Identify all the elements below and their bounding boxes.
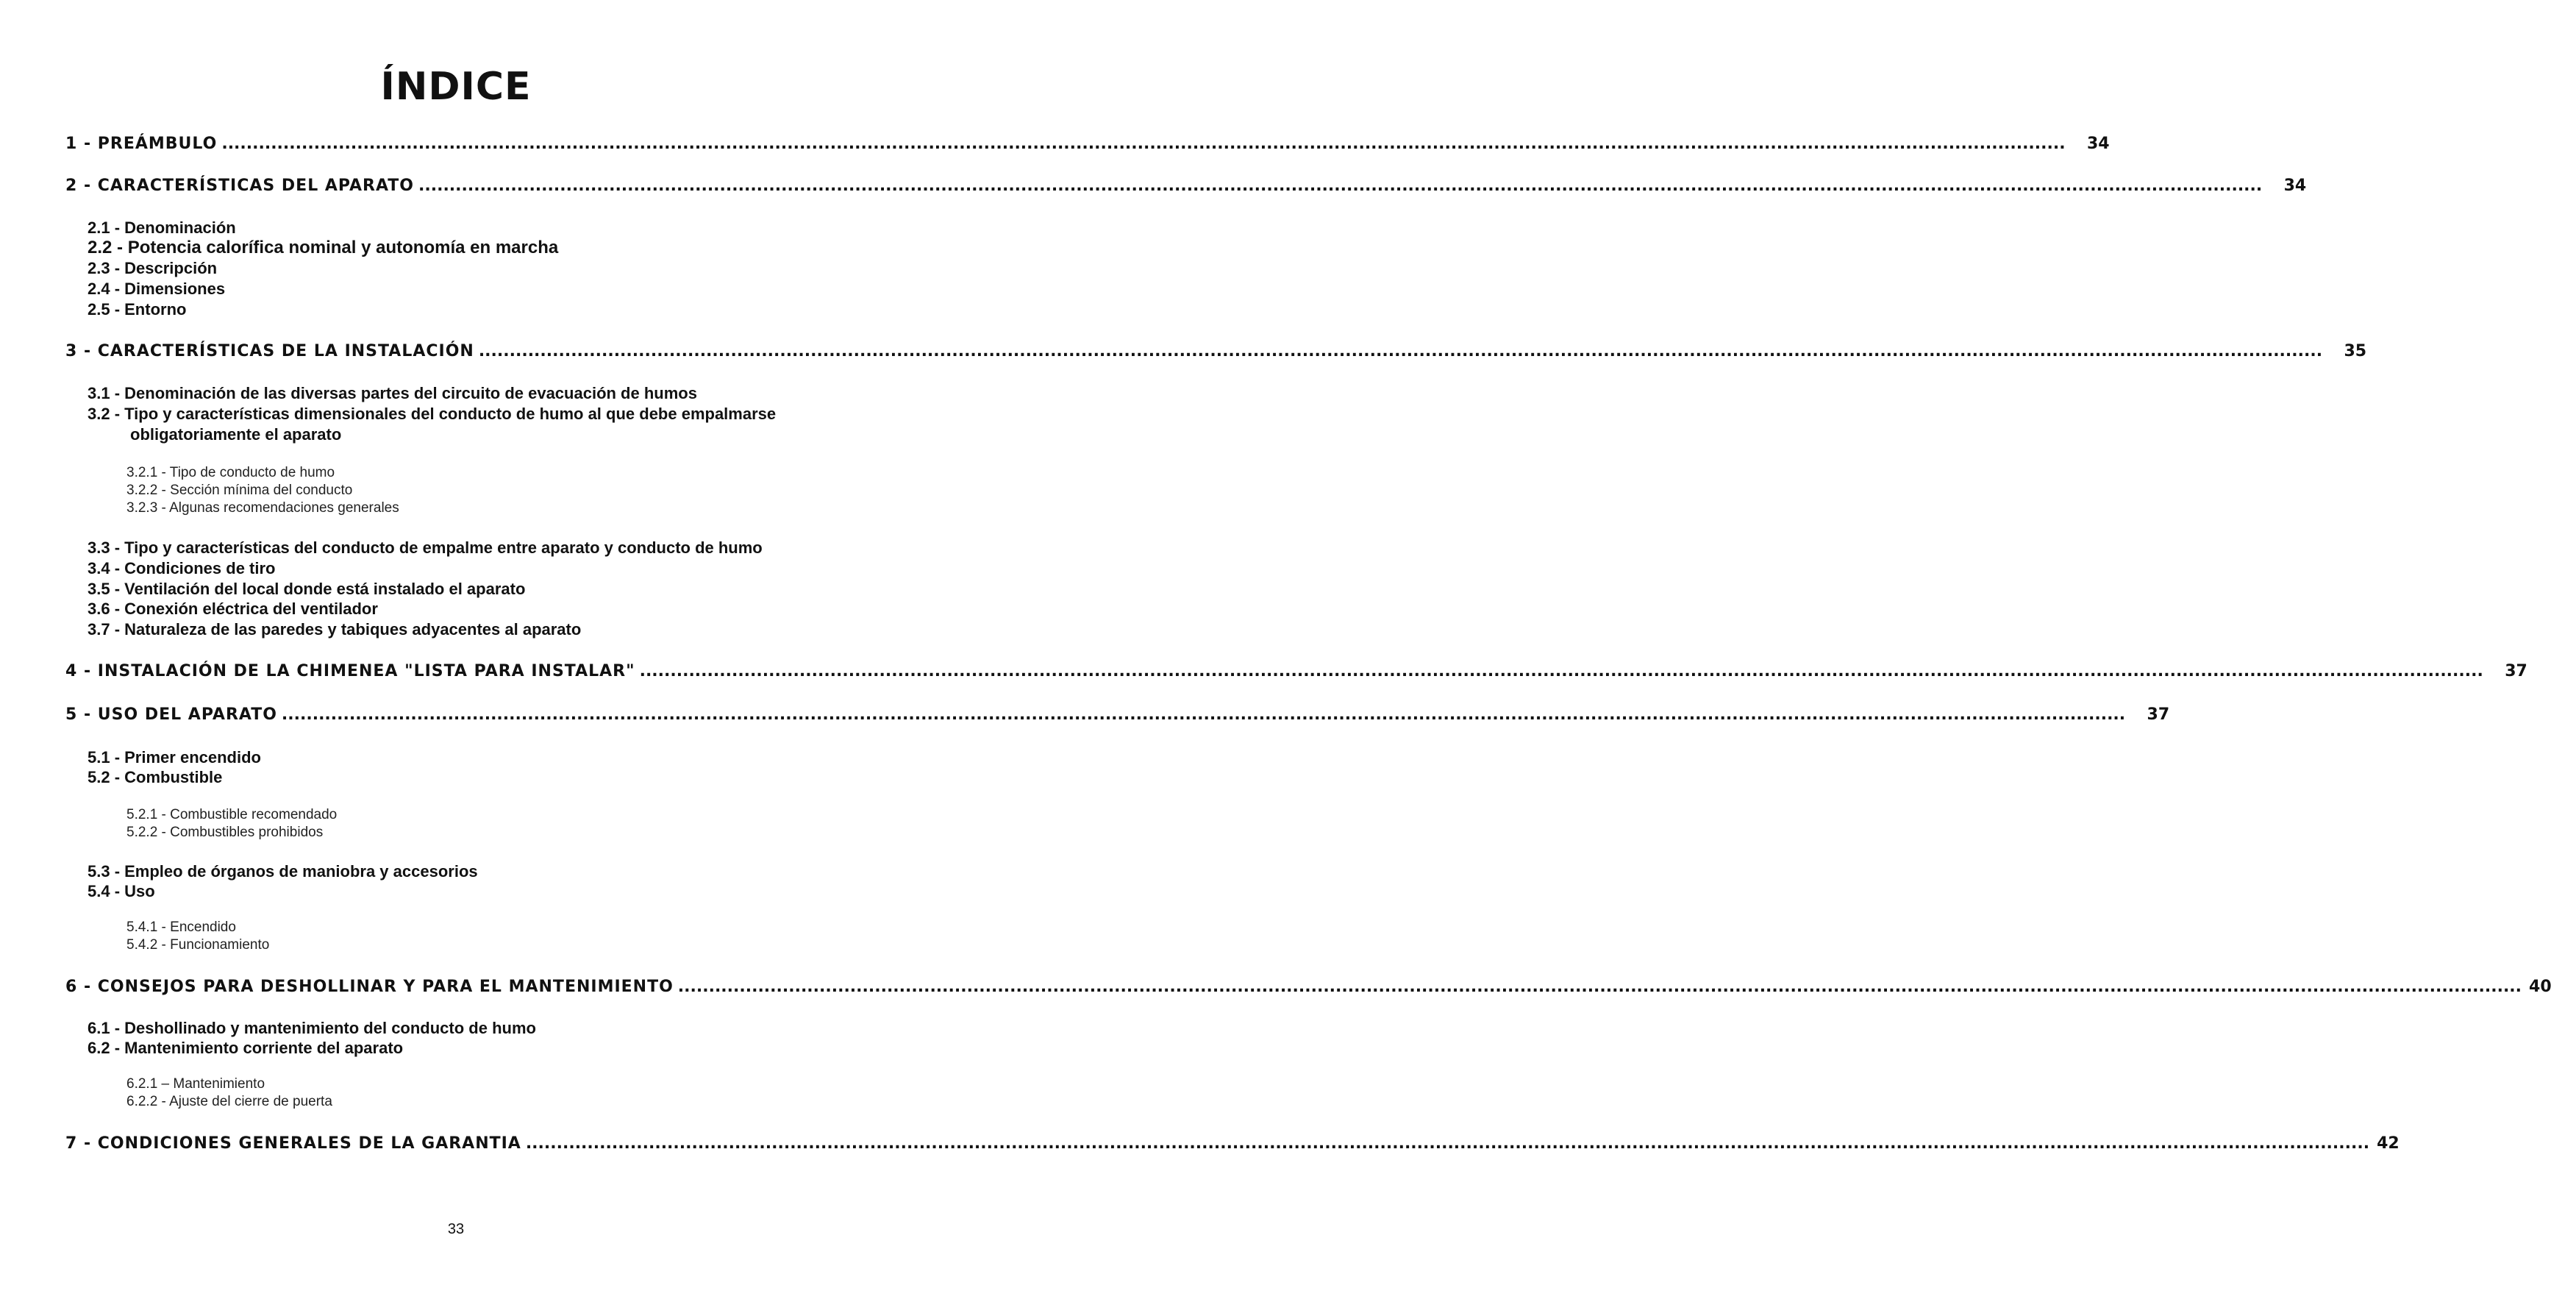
toc-item-5-4-1[interactable]: 5.4.1 - Encendido xyxy=(126,920,236,935)
toc-subsection-5-4[interactable]: 5.4 - Uso xyxy=(88,882,155,900)
toc-item-5-2-1[interactable]: 5.2.1 - Combustible recomendado xyxy=(126,807,338,822)
toc-subsection-3-7[interactable]: 3.7 - Naturaleza de las paredes y tabiques adyacentes al aparato xyxy=(88,620,582,639)
toc-subsection-3-5[interactable]: 3.5 - Ventilación del local donde está instalado el aparato xyxy=(88,580,526,598)
toc-page-number: 35 xyxy=(2344,342,2367,360)
toc-section-7[interactable] xyxy=(65,1134,2400,1153)
toc-section-5[interactable] xyxy=(65,705,2170,724)
continuation-text: obligatoriamente el aparato xyxy=(130,425,342,444)
dot-leader: ............................................................................................................................................................................................................................................................................................................ xyxy=(525,1134,2370,1153)
toc-subsection-3-2-continuation xyxy=(88,425,341,444)
toc-subsection-5-2[interactable]: 5.2 - Combustible xyxy=(88,768,223,786)
toc-section-label: 4 - INSTALACIÓN DE LA CHIMENEA "LISTA PARA INSTALAR" xyxy=(65,662,635,680)
toc-subsection-6-2[interactable]: 6.2 - Mantenimiento corriente del aparato xyxy=(88,1039,404,1057)
toc-section-label: 2 - CARACTERÍSTICAS DEL APARATO xyxy=(65,177,415,195)
dot-leader: ............................................................................................................................................................................................................................................................................................................ xyxy=(639,662,2483,680)
toc-section-label: 3 - CARACTERÍSTICAS DE LA INSTALACIÓN xyxy=(65,342,474,360)
toc-subsection-2-5[interactable]: 2.5 - Entorno xyxy=(88,300,187,319)
dot-leader: ............................................................................................................................................................................................................................................................................................................ xyxy=(221,135,2066,153)
toc-section-4[interactable] xyxy=(65,662,2527,680)
toc-subsection-3-1[interactable]: 3.1 - Denominación de las diversas partes del circuito de evacuación de humos xyxy=(88,384,697,402)
toc-subsection-5-3[interactable]: 5.3 - Empleo de órganos de maniobra y accesorios xyxy=(88,862,478,881)
toc-section-1[interactable] xyxy=(65,135,2110,153)
toc-page-number: 34 xyxy=(2283,177,2307,195)
toc-item-5-4-2[interactable]: 5.4.2 - Funcionamiento xyxy=(126,937,270,953)
toc-section-label: 6 - CONSEJOS PARA DESHOLLINAR Y PARA EL MANTENIMIENTO xyxy=(65,978,674,996)
toc-item-6-2-1[interactable]: 6.2.1 – Mantenimiento xyxy=(126,1076,265,1092)
toc-subsection-3-6[interactable]: 3.6 - Conexión eléctrica del ventilador xyxy=(88,600,378,618)
toc-item-3-2-1[interactable]: 3.2.1 - Tipo de conducto de humo xyxy=(126,465,335,480)
toc-section-label: 1 - PREÁMBULO xyxy=(65,135,218,153)
toc-item-3-2-2[interactable]: 3.2.2 - Sección mínima del conducto xyxy=(126,483,353,498)
toc-page-number: 40 xyxy=(2529,978,2552,996)
dot-leader: ............................................................................................................................................................................................................................................................................................................ xyxy=(281,705,2126,724)
toc-section-label: 7 - CONDICIONES GENERALES DE LA GARANTIA xyxy=(65,1134,521,1153)
toc-subsection-3-2[interactable]: 3.2 - Tipo y características dimensionales del conducto de humo al que debe empalmarse xyxy=(88,405,777,423)
toc-subsection-2-4[interactable]: 2.4 - Dimensiones xyxy=(88,280,226,298)
toc-subsection-2-3[interactable]: 2.3 - Descripción xyxy=(88,259,218,277)
toc-subsection-3-3[interactable]: 3.3 - Tipo y características del conducto de empalme entre aparato y conducto de humo xyxy=(88,538,763,557)
dot-leader: ............................................................................................................................................................................................................................................................................................................ xyxy=(418,177,2263,195)
toc-subsection-5-1[interactable]: 5.1 - Primer encendido xyxy=(88,748,261,767)
toc-item-3-2-3[interactable]: 3.2.3 - Algunas recomendaciones generales xyxy=(126,500,399,516)
toc-item-6-2-2[interactable]: 6.2.2 - Ajuste del cierre de puerta xyxy=(126,1094,332,1109)
toc-subsection-3-4[interactable]: 3.4 - Condiciones de tiro xyxy=(88,559,276,577)
toc-section-2[interactable] xyxy=(65,177,2307,195)
toc-section-3[interactable] xyxy=(65,342,2367,360)
toc-item-5-2-2[interactable]: 5.2.2 - Combustibles prohibidos xyxy=(126,825,324,840)
toc-page-number: 37 xyxy=(2505,662,2527,680)
footer-page-number: 33 xyxy=(447,1221,465,1237)
page-title: ÍNDICE xyxy=(380,65,532,109)
toc-subsection-6-1[interactable]: 6.1 - Deshollinado y mantenimiento del conducto de humo xyxy=(88,1019,536,1037)
dot-leader: ............................................................................................................................................................................................................................................................................................................ xyxy=(478,342,2323,360)
dot-leader: ............................................................................................................................................................................................................................................................................................................ xyxy=(677,978,2522,996)
toc-page-number: 34 xyxy=(2086,135,2110,153)
toc-page-number: 37 xyxy=(2147,705,2170,724)
toc-section-label: 5 - USO DEL APARATO xyxy=(65,705,277,724)
toc-subsection-2-1[interactable]: 2.1 - Denominación xyxy=(88,218,236,237)
toc-section-6[interactable] xyxy=(65,978,2552,996)
toc-page-number: 42 xyxy=(2377,1134,2400,1153)
toc-subsection-2-2[interactable]: 2.2 - Potencia calorífica nominal y autonomía en marcha xyxy=(88,238,559,257)
